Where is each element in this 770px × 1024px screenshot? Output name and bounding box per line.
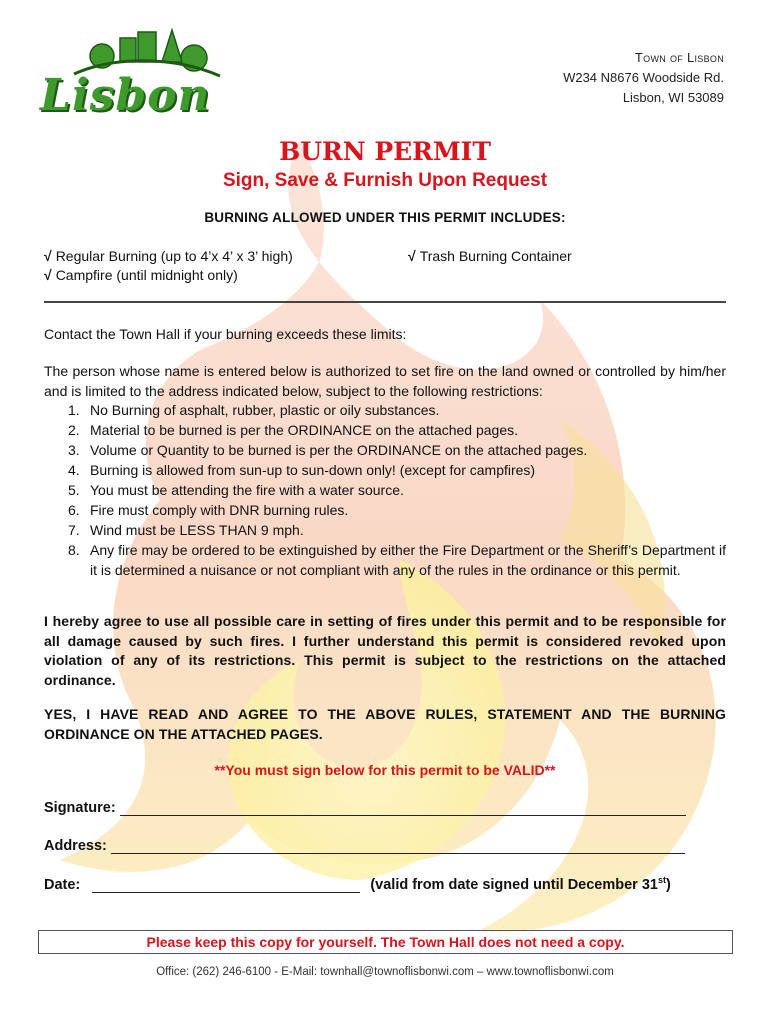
list-item: 7. Wind must be LESS THAN 9 mph.: [68, 522, 304, 538]
list-item: 8. Any fire may be ordered to be extinguished by either the Fire Department or the Sheriff’s Department if it is determined a nuisance or not compliant with any of the rules in the ordinance or this permit.: [68, 542, 726, 578]
check-item-campfire: [44, 266, 238, 285]
check-item-label: Regular Burning (up to 4’x 4’ x 3’ high): [55, 248, 293, 264]
lisbon-logo: [34, 26, 234, 121]
includes-heading: BURNING ALLOWED UNDER THIS PERMIT INCLUDES:: [204, 210, 566, 225]
town-name: Town of Lisbon: [634, 50, 724, 65]
list-item: 6. Fire must comply with DNR burning rules.: [68, 502, 349, 518]
date-label: Date:: [44, 876, 81, 893]
date-field[interactable]: [44, 875, 671, 893]
divider: [44, 301, 726, 303]
date-note: (valid from date signed until December 31st): [370, 875, 671, 893]
keep-copy-notice: Please keep this copy for yourself. The Town Hall does not need a copy.: [38, 930, 733, 954]
agreement-confirm: YES, I HAVE READ AND AGREE TO THE ABOVE RULES, STATEMENT AND THE BURNING ORDINANCE ON THE ATTACHED PAGES.: [44, 706, 726, 742]
town-address-block: [563, 48, 724, 108]
signature-line[interactable]: [120, 801, 686, 816]
check-icon: √: [44, 267, 52, 283]
valid-notice: **You must sign below for this permit to be VALID**: [214, 762, 556, 778]
list-item: 3. Volume or Quantity to be burned is per the ORDINANCE on the attached pages.: [68, 442, 588, 458]
address-field[interactable]: [44, 838, 685, 854]
list-item: 2. Material to be burned is per the ORDINANCE on the attached pages.: [68, 422, 519, 438]
agreement-statement: I hereby agree to use all possible care in setting of fires under this permit and to be responsible for all damage caused by such fires. I further understand this permit is considered revoked upon violation of any of its restrictions. This permit is subject to the restrictions on the attached ordinance.: [44, 613, 726, 688]
list-item: 5. You must be attending the fire with a water source.: [68, 482, 404, 498]
footer-contact: Office: (262) 246-6100 - E-Mail: townhall@townoflisbonwi.com – www.townoflisbonwi.com: [156, 966, 614, 978]
check-icon: √: [44, 248, 52, 264]
contact-text: Contact the Town Hall if your burning exceeds these limits:: [44, 326, 407, 342]
check-item-label: Campfire (until midnight only): [55, 267, 238, 283]
town-address-line2: Lisbon, WI 53089: [622, 90, 724, 105]
date-line[interactable]: [92, 878, 360, 893]
list-item: 4. Burning is allowed from sun-up to sun-down only! (except for campfires): [68, 462, 536, 478]
list-item: 1. No Burning of asphalt, rubber, plastic or oily substances.: [68, 402, 440, 418]
address-line[interactable]: [111, 839, 685, 854]
address-label: Address:: [44, 838, 107, 854]
intro-text: The person whose name is entered below is authorized to set fire on the land owned or controlled by him/her and is limited to the address indicated below, subject to the following restrictions:: [44, 363, 726, 399]
town-address-line1: W234 N8676 Woodside Rd.: [563, 70, 724, 85]
restrictions-list: [44, 400, 726, 580]
check-item-trash-burning: [408, 247, 572, 266]
check-icon: √: [408, 248, 416, 264]
signature-field[interactable]: [44, 800, 686, 816]
page-title: BURN PERMIT: [279, 137, 491, 166]
check-item-label: Trash Burning Container: [419, 248, 572, 264]
logo-text: Lisbon: [40, 70, 211, 121]
check-item-regular-burning: [44, 247, 293, 266]
page-subtitle: Sign, Save & Furnish Upon Request: [222, 170, 548, 191]
signature-label: Signature:: [44, 800, 116, 816]
